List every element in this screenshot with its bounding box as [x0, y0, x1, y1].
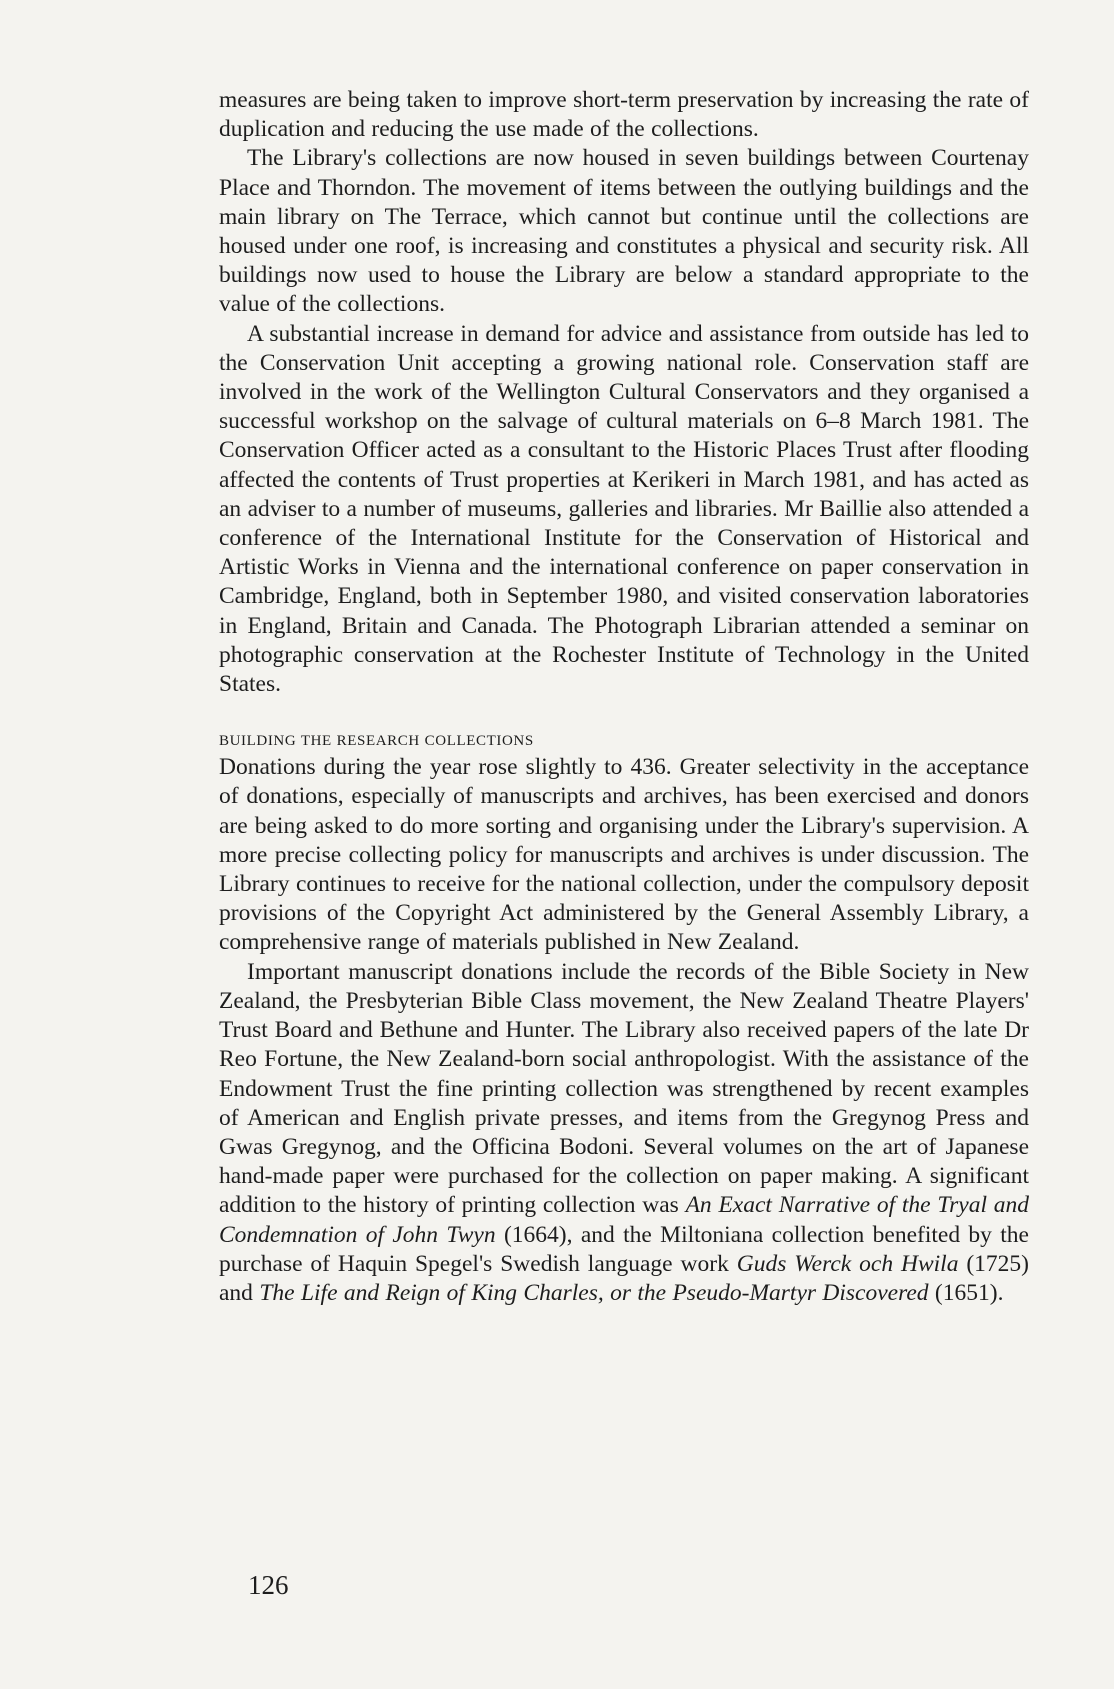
book-title-king-charles: The Life and Reign of King Charles, or the Pseudo-Martyr Discovered: [259, 1279, 929, 1306]
paragraph-manuscripts-part3: (1725) and: [219, 1250, 1030, 1306]
book-title-twyn: An Exact Narrative of the Tryal and Condemnation of John Twyn: [219, 1192, 1029, 1248]
paragraph-manuscripts: [219, 958, 1029, 1308]
paragraph-manuscripts-part1: Important manuscript donations include the records of the Bible Society in New Zealand, the Presbyterian Bible Class movement, the New Zealand Theatre Players' Trust Board and Bethune and Hunter. The Library also received papers of the late Dr Reo Fortune, the New Zealand-born social anthropologist. With the assistance of the Endowment Trust the fine printing collection was strengthened by recent examples of American and English private presses, and items from the Gregynog Press and Gwas Gregynog, and the Officina Bodoni. Several volumes on the art of Japanese hand-made paper were purchased for the collection on paper making. A significant addition to the history of printing collection was: [219, 958, 1029, 1219]
paragraph-donations: Donations during the year rose slightly to 436. Greater selectivity in the acceptance of donations, especially of manuscripts and archives, has been exercised and donors are being asked to do more sorting and organising under the Library's supervision. A more precise collecting policy for manuscripts and archives is under discussion. The Library continues to receive for the national collection, under the compulsory deposit provisions of the Copyright Act administered by the General Assembly Library, a comprehensive range of materials published in New Zealand.: [219, 754, 1029, 956]
paragraph-manuscripts-part4: (1651).: [928, 1279, 1004, 1306]
paragraph-manuscripts-part2: (1664), and the Miltoniana collection benefited by the purchase of Haquin Spegel's Swedish language work: [219, 1221, 1029, 1277]
body-text: [219, 86, 1029, 1308]
paragraph-continued: measures are being taken to improve short-term preservation by increasing the rate of duplication and reducing the use made of the collections.: [219, 87, 1029, 143]
section-heading: BUILDING THE RESEARCH COLLECTIONS: [219, 733, 534, 750]
page-number: 126: [248, 1570, 289, 1600]
paragraph-buildings: The Library's collections are now housed in seven buildings between Courtenay Place and Thorndon. The movement of items between the outlying buildings and the main library on The Terrace, which cannot but continue until the collections are housed under one roof, is increasing and constitutes a physical and security risk. All buildings now used to house the Library are below a standard appropriate to the value of the collections.: [219, 145, 1029, 318]
book-title-guds-werck: Guds Werck och Hwila: [736, 1250, 959, 1277]
paragraph-conservation: A substantial increase in demand for advice and assistance from outside has led to the Conservation Unit accepting a growing national role. Conservation staff are involved in the work of the Wellington Cultural Conservators and they organised a successful workshop on the salvage of cultural materials on 6–8 March 1981. The Conservation Officer acted as a consultant to the Historic Places Trust after flooding affected the contents of Trust properties at Kerikeri in March 1981, and has acted as an adviser to a number of museums, galleries and libraries. Mr Baillie also attended a conference of the International Institute for the Conservation of Historical and Artistic Works in Vienna and the international conference on paper conservation in Cambridge, England, both in September 1980, and visited conservation laboratories in England, Britain and Canada. The Photograph Librarian attended a seminar on photographic conservation at the Rochester Institute of Technology in the United States.: [219, 320, 1029, 698]
